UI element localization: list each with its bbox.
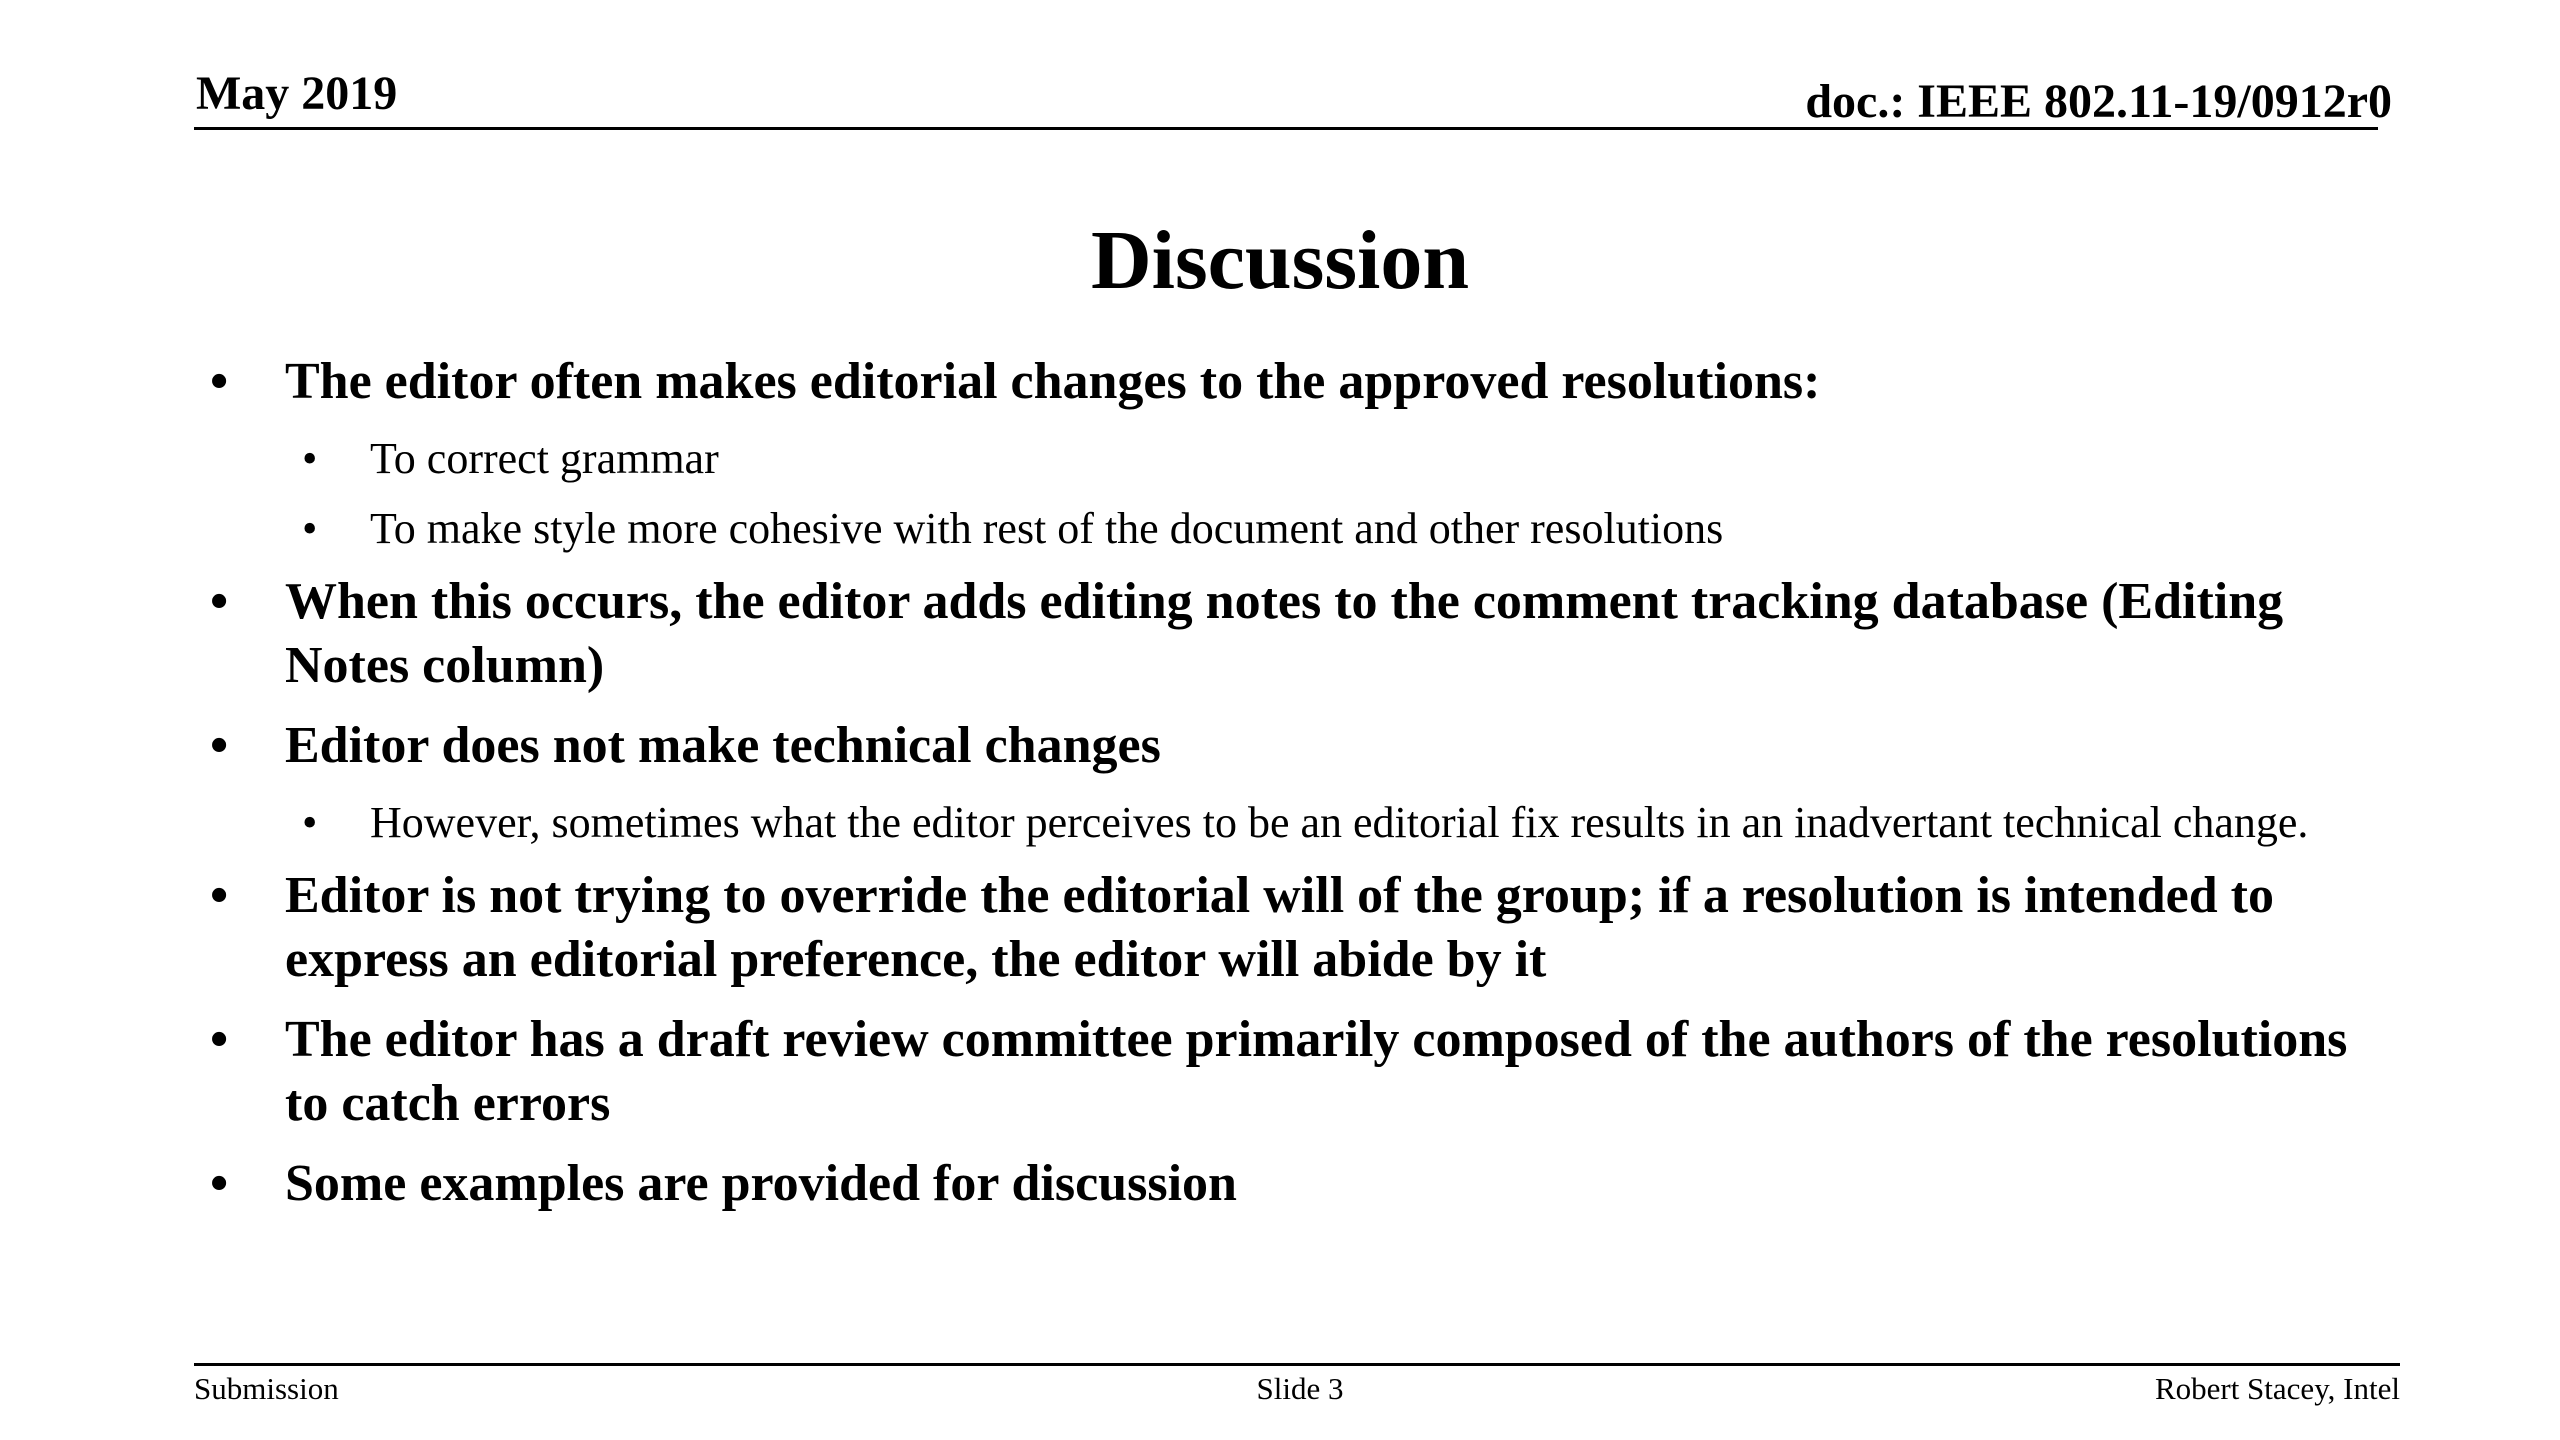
- bullet-marker: •: [210, 353, 229, 410]
- bullet-marker: •: [210, 573, 229, 630]
- bullet-item: [210, 1152, 2385, 1216]
- bullet-marker: •: [210, 867, 229, 924]
- header-divider: [194, 127, 2378, 130]
- bullet-marker: •: [302, 434, 318, 483]
- footer-slide-number: Slide 3: [1256, 1371, 1344, 1406]
- bullet-marker: •: [210, 1155, 229, 1212]
- header-date: May 2019: [196, 67, 398, 120]
- footer-author: Robert Stacey, Intel: [2154, 1371, 2400, 1406]
- footer-divider: [194, 1363, 2400, 1366]
- bullet-item: [210, 570, 2385, 698]
- sub-bullet-item: [302, 500, 2370, 558]
- sub-bullet-item: [302, 430, 2370, 488]
- slide-title: Discussion: [1090, 214, 1470, 307]
- bullet-marker: •: [302, 504, 318, 553]
- bullet-marker: •: [302, 798, 318, 847]
- bullet-item: [210, 350, 2385, 414]
- bullet-list: [0, 350, 2560, 1232]
- header-doc-id: doc.: IEEE 802.11-19/0912r0: [1805, 75, 2392, 128]
- bullet-text: Editor is not trying to override the editorial will of the group; if a resolution is intended to express an editorial preference, the editor will abide by it: [285, 867, 2274, 988]
- sub-bullet-item: [302, 794, 2370, 852]
- bullet-marker: •: [210, 717, 229, 774]
- footer-submission: Submission: [194, 1371, 339, 1406]
- bullet-marker: •: [210, 1011, 229, 1068]
- bullet-text: Some examples are provided for discussion: [285, 1155, 1237, 1212]
- bullet-text: When this occurs, the editor adds editing notes to the comment tracking database (Editing Notes column): [285, 573, 2284, 694]
- bullet-text: The editor has a draft review committee primarily composed of the authors of the resolutions to catch errors: [285, 1011, 2348, 1132]
- sub-bullet-text: However, sometimes what the editor perceives to be an editorial fix results in an inadvertant technical change.: [370, 798, 2309, 847]
- bullet-text: The editor often makes editorial changes to the approved resolutions:: [285, 353, 1821, 410]
- bullet-item: [210, 1008, 2385, 1136]
- sub-bullet-text: To correct grammar: [370, 434, 719, 483]
- bullet-item: [210, 714, 2385, 778]
- bullet-item: [210, 864, 2385, 992]
- bullet-text: Editor does not make technical changes: [285, 717, 1161, 774]
- sub-bullet-text: To make style more cohesive with rest of the document and other resolutions: [370, 504, 1724, 553]
